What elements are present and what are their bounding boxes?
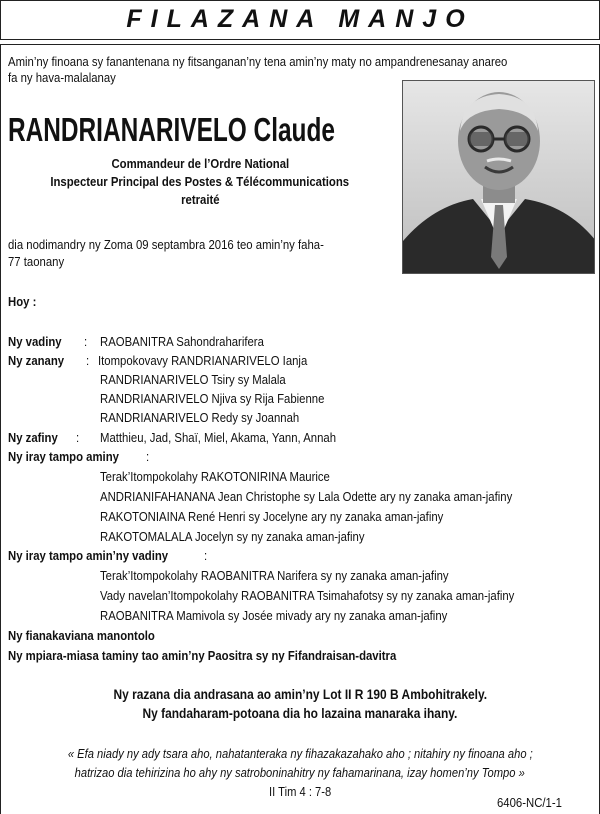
zanany-label: Ny zanany [8,353,65,368]
zanany-item-2: RANDRIANARIVELO Tsiry sy Malala [100,372,286,387]
burial-line-2: Ny fandaharam-potoana dia ho lazaina manaraka ihany. [142,706,458,721]
zanany-item-1: Itompokovavy RANDRIANARIVELO Ianja [98,353,308,368]
vadiny-label: Ny vadiny [8,334,62,349]
iray-tampo-vady-item-3: RAOBANITRA Mamivola sy Josée mivady ary ny zanaka aman-jafiny [100,608,448,623]
zanany-item-4: RANDRIANARIVELO Redy sy Joannah [100,410,300,425]
death-line-1: dia nodimandry ny Zoma 09 septambra 2016 teo amin’ny faha- [8,237,324,252]
reference-code: 6406-NC/1-1 [497,795,562,810]
iray-tampo-label: Ny iray tampo aminy [8,449,119,464]
iray-tampo-item-2: ANDRIANIFAHANANA Jean Christophe sy Lala Odette ary ny zanaka aman-jafiny [100,489,513,504]
zafiny-value: Matthieu, Jad, Shaï, Miel, Akama, Yann, Annah [100,430,337,445]
header-banner [0,0,600,40]
iray-tampo-item-4: RAKOTOMALALA Jocelyn sy ny zanaka aman-jafiny [100,529,365,544]
intro-line-2: fa ny hava-malalanay [8,70,116,85]
iray-tampo-item-3: RAKOTONIAINA René Henri sy Jocelyne ary ny zanaka aman-jafiny [100,509,444,524]
iray-tampo-vady-item-2: Vady navelan’Itompokolahy RAOBANITRA Tsimahafotsy sy ny zanaka aman-jafiny [100,588,515,603]
iray-tampo-vady-label: Ny iray tampo amin’ny vadiny [8,548,169,563]
iray-tampo-item-1: Terak’Itompokolahy RAKOTONIRINA Maurice [100,469,330,484]
deceased-name: RANDRIANARIVELO Claude [8,111,335,148]
zafiny-label: Ny zafiny [8,430,58,445]
vadiny-separator: : [84,334,88,349]
iray-tampo-separator: : [146,449,150,464]
deceased-title-1: Commandeur de l’Ordre National [111,156,289,171]
header-title: FILAZANA MANJO [126,5,474,33]
portrait-photo [402,80,595,274]
mpiara-miasa-label: Ny mpiara-miasa taminy tao amin’ny Paositra sy ny Fifandraisan-davitra [8,648,397,663]
portrait-photo-icon [403,81,595,274]
zafiny-separator: : [76,430,80,445]
iray-tampo-vady-separator: : [204,548,208,563]
deceased-title-2: Inspecteur Principal des Postes & Télécommunications [50,174,350,189]
death-line-2: 77 taonany [8,254,65,269]
verse-line-2: hatrizao dia tehirizina ho ahy ny satroboninahitry ny fahamarinana, izay homen’ny Tompo » [74,765,526,780]
intro-line-1: Amin’ny finoana sy fanantenana ny fitsanganan’ny tena amin’ny maty no ampandrenesanay anareo [8,54,508,69]
zanany-separator: : [86,353,90,368]
hoy-label: Hoy : [8,294,37,309]
verse-line-1: « Efa niady ny ady tsara aho, nahatanteraka ny fihazakazahako aho ; nitahiry ny finoana aho ; [67,746,533,761]
iray-tampo-vady-item-1: Terak’Itompokolahy RAOBANITRA Narifera sy ny zanaka aman-jafiny [100,568,449,583]
vadiny-value: RAOBANITRA Sahondraharifera [100,334,264,349]
burial-line-1: Ny razana dia andrasana ao amin’ny Lot II R 190 B Ambohitrakely. [113,687,487,702]
deceased-title-3: retraité [180,192,220,207]
verse-reference: II Tim 4 : 7-8 [268,784,332,799]
fianakaviana-label: Ny fianakaviana manontolo [8,628,155,643]
zanany-item-3: RANDRIANARIVELO Njiva sy Rija Fabienne [100,391,325,406]
